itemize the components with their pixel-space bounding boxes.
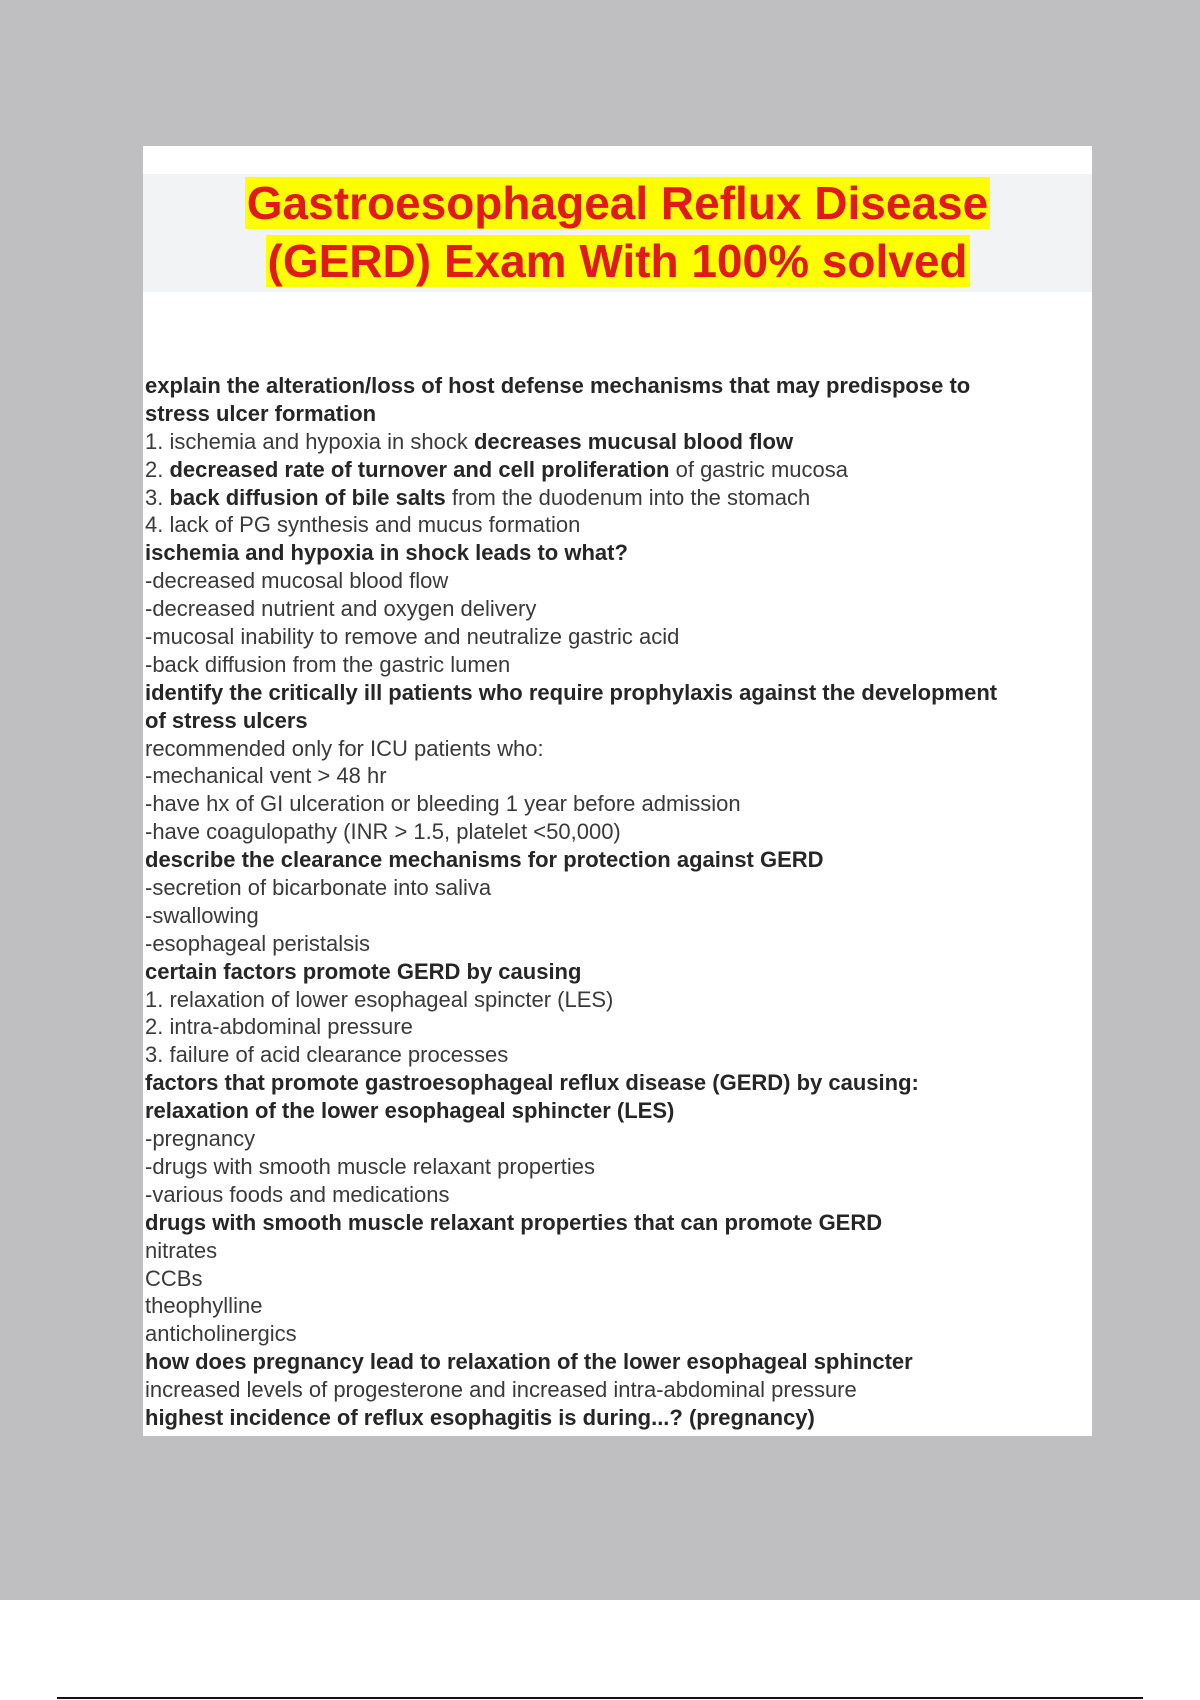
document-title-part-1: Gastroesophageal Reflux Disease: [246, 177, 989, 229]
text-segment: increased levels of progesterone and increased intra-abdominal pressure: [145, 1377, 857, 1403]
answer-line: [145, 1292, 1090, 1320]
text-segment: anticholinergics: [145, 1321, 297, 1347]
text-segment: -swallowing: [145, 902, 259, 928]
bold-text-segment: describe the clearance mechanisms for protection against GERD: [145, 847, 824, 873]
answer-line: [145, 1376, 1090, 1404]
answer-line: [145, 623, 1090, 651]
document-title-part-2: (GERD) Exam With 100% solved: [267, 235, 968, 287]
title-banner: [143, 174, 1092, 292]
question-line: [145, 958, 1090, 986]
answer-line: [145, 930, 1090, 958]
answer-line: [145, 428, 1090, 456]
text-segment: -back diffusion from the gastric lumen: [145, 651, 511, 677]
text-segment: CCBs: [145, 1265, 203, 1291]
bold-text-segment: highest incidence of reflux esophagitis is during...? (pregnancy): [145, 1404, 815, 1430]
answer-line: [145, 1013, 1090, 1041]
question-line: [145, 539, 1090, 567]
answer-line: [145, 1125, 1090, 1153]
title-line-1: [143, 174, 1092, 232]
text-segment: -pregnancy: [145, 1126, 256, 1152]
document-body: [145, 372, 1090, 1432]
text-segment: from the duodenum into the stomach: [445, 484, 811, 510]
text-segment: -mechanical vent > 48 hr: [145, 763, 387, 789]
text-segment: 1. ischemia and hypoxia in shock: [145, 428, 474, 454]
question-line: [145, 846, 1090, 874]
answer-line: [145, 1265, 1090, 1293]
text-segment: -decreased mucosal blood flow: [145, 568, 449, 594]
answer-line: [145, 1153, 1090, 1181]
text-segment: nitrates: [145, 1237, 218, 1263]
bold-text-segment: stress ulcer formation: [145, 400, 377, 426]
bold-text-segment: identify the critically ill patients who require prophylaxis against the development: [145, 679, 998, 705]
answer-line: [145, 595, 1090, 623]
text-segment: -mucosal inability to remove and neutralize gastric acid: [145, 624, 680, 650]
question-line: [145, 1069, 1090, 1097]
question-line: [145, 707, 1090, 735]
bold-text-segment: relaxation of the lower esophageal sphincter (LES): [145, 1098, 675, 1124]
footer-divider: [57, 1697, 1143, 1699]
text-segment: -various foods and medications: [145, 1181, 450, 1207]
question-line: [145, 372, 1090, 400]
answer-line: [145, 567, 1090, 595]
question-line: [145, 400, 1090, 428]
title-line-2: [143, 232, 1092, 290]
question-line: [145, 1209, 1090, 1237]
text-segment: -esophageal peristalsis: [145, 930, 371, 956]
bold-text-segment: explain the alteration/loss of host defense mechanisms that may predispose to: [145, 373, 971, 398]
text-segment: -have coagulopathy (INR > 1.5, platelet <50,000): [145, 819, 621, 845]
bold-text-segment: decreases mucusal blood flow: [473, 428, 794, 454]
bold-text-segment: how does pregnancy lead to relaxation of the lower esophageal sphincter: [145, 1349, 913, 1375]
text-segment: 3.: [145, 484, 170, 510]
bold-text-segment: factors that promote gastroesophageal reflux disease (GERD) by causing:: [145, 1070, 919, 1096]
question-line: [145, 1348, 1090, 1376]
answer-line: [145, 1320, 1090, 1348]
text-segment: of gastric mucosa: [669, 456, 849, 482]
bold-text-segment: certain factors promote GERD by causing: [145, 958, 582, 984]
question-line: [145, 679, 1090, 707]
text-segment: -drugs with smooth muscle relaxant properties: [145, 1153, 595, 1179]
text-segment: 3. failure of acid clearance processes: [145, 1042, 509, 1068]
text-segment: -secretion of bicarbonate into saliva: [145, 875, 492, 901]
question-line: [145, 1404, 1090, 1432]
text-segment: 4. lack of PG synthesis and mucus formation: [145, 512, 581, 538]
answer-line: [145, 762, 1090, 790]
answer-line: [145, 1237, 1090, 1265]
text-segment: 2. intra-abdominal pressure: [145, 1014, 413, 1040]
answer-line: [145, 735, 1090, 763]
bold-text-segment: drugs with smooth muscle relaxant properties that can promote GERD: [145, 1209, 883, 1235]
text-segment: -have hx of GI ulceration or bleeding 1 year before admission: [145, 791, 741, 817]
bold-text-segment: decreased rate of turnover and cell proliferation: [169, 456, 670, 482]
answer-line: [145, 874, 1090, 902]
bold-text-segment: back diffusion of bile salts: [169, 484, 446, 510]
document-page: [143, 146, 1092, 1436]
text-segment: 1. relaxation of lower esophageal spincter (LES): [145, 986, 614, 1012]
answer-line: [145, 902, 1090, 930]
text-segment: recommended only for ICU patients who:: [145, 735, 544, 761]
bold-text-segment: of stress ulcers: [145, 707, 308, 733]
text-segment: -decreased nutrient and oxygen delivery: [145, 596, 537, 622]
bold-text-segment: ischemia and hypoxia in shock leads to what?: [145, 540, 628, 566]
question-line: [145, 1097, 1090, 1125]
answer-line: [145, 1041, 1090, 1069]
answer-line: [145, 484, 1090, 512]
answer-line: [145, 986, 1090, 1014]
answer-line: [145, 1181, 1090, 1209]
answer-line: [145, 790, 1090, 818]
answer-line: [145, 651, 1090, 679]
answer-line: [145, 511, 1090, 539]
answer-line: [145, 456, 1090, 484]
text-segment: theophylline: [145, 1293, 263, 1319]
text-segment: 2.: [145, 456, 170, 482]
answer-line: [145, 818, 1090, 846]
